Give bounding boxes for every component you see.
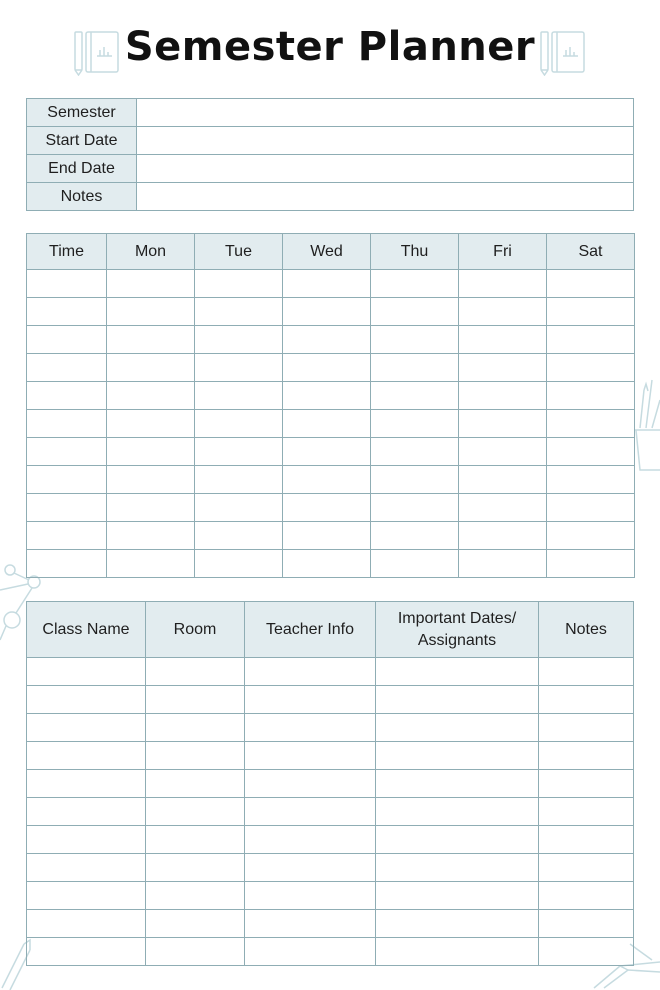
schedule-cell[interactable] [107,438,195,466]
class-cell[interactable] [146,770,245,798]
info-row [27,155,634,183]
schedule-cell[interactable] [195,410,283,438]
schedule-cell[interactable] [459,410,547,438]
class-column-header: Important Dates/ Assignants [376,602,539,658]
info-value-field[interactable] [137,99,634,127]
schedule-cell[interactable] [459,326,547,354]
schedule-cell[interactable] [283,522,371,550]
info-label: Notes [27,183,137,211]
table-row [27,854,634,882]
table-row [27,658,634,686]
schedule-cell[interactable] [283,382,371,410]
schedule-cell[interactable] [459,298,547,326]
schedule-cell[interactable] [547,494,635,522]
class-cell[interactable] [376,854,539,882]
class-cell[interactable] [539,770,634,798]
info-value-field[interactable] [137,155,634,183]
table-row [27,270,635,298]
schedule-cell[interactable] [195,438,283,466]
schedule-cell[interactable] [371,522,459,550]
schedule-cell[interactable] [371,550,459,578]
schedule-cell[interactable] [283,298,371,326]
schedule-cell[interactable] [547,550,635,578]
schedule-cell[interactable] [27,438,107,466]
schedule-column-header: Wed [283,234,371,270]
table-row [27,326,635,354]
page-title: Semester Planner [124,24,536,70]
class-cell[interactable] [376,826,539,854]
schedule-cell[interactable] [27,298,107,326]
schedule-cell[interactable] [371,354,459,382]
class-cell[interactable] [376,658,539,686]
schedule-cell[interactable] [371,466,459,494]
schedule-cell[interactable] [547,354,635,382]
schedule-cell[interactable] [195,354,283,382]
class-cell[interactable] [146,826,245,854]
class-cell[interactable] [146,742,245,770]
class-cell[interactable] [376,714,539,742]
class-cell[interactable] [27,854,146,882]
schedule-cell[interactable] [459,354,547,382]
schedule-cell[interactable] [107,354,195,382]
schedule-cell[interactable] [195,270,283,298]
info-row [27,99,634,127]
class-cell[interactable] [245,882,376,910]
class-cell[interactable] [376,770,539,798]
class-cell[interactable] [146,938,245,966]
table-row [27,438,635,466]
schedule-cell[interactable] [371,298,459,326]
table-row [27,466,635,494]
class-cell[interactable] [27,826,146,854]
schedule-cell[interactable] [547,270,635,298]
schedule-cell[interactable] [107,550,195,578]
schedule-cell[interactable] [459,522,547,550]
schedule-cell[interactable] [27,522,107,550]
table-row [27,494,635,522]
class-cell[interactable] [146,714,245,742]
schedule-cell[interactable] [107,270,195,298]
schedule-cell[interactable] [27,382,107,410]
schedule-column-header: Sat [547,234,635,270]
class-cell[interactable] [27,770,146,798]
schedule-cell[interactable] [371,382,459,410]
info-label: Start Date [27,127,137,155]
class-cell[interactable] [245,938,376,966]
class-cell[interactable] [245,686,376,714]
schedule-cell[interactable] [195,298,283,326]
info-label: End Date [27,155,137,183]
class-cell[interactable] [245,770,376,798]
class-column-header: Notes [539,602,634,658]
class-cell[interactable] [539,882,634,910]
class-cell[interactable] [27,742,146,770]
class-column-header: Teacher Info [245,602,376,658]
table-row [27,798,634,826]
class-cell[interactable] [27,686,146,714]
schedule-cell[interactable] [459,494,547,522]
schedule-cell[interactable] [27,550,107,578]
info-row [27,127,634,155]
schedule-cell[interactable] [547,382,635,410]
class-cell[interactable] [146,686,245,714]
table-row [27,550,635,578]
class-cell[interactable] [539,686,634,714]
table-row [27,910,634,938]
table-row [27,522,635,550]
schedule-cell[interactable] [283,410,371,438]
schedule-cell[interactable] [283,438,371,466]
schedule-cell[interactable] [371,270,459,298]
schedule-column-header: Mon [107,234,195,270]
class-column-header: Room [146,602,245,658]
class-cell[interactable] [376,742,539,770]
schedule-cell[interactable] [283,466,371,494]
table-row [27,882,634,910]
table-row [27,686,634,714]
class-cell[interactable] [376,882,539,910]
schedule-cell[interactable] [547,410,635,438]
class-cell[interactable] [146,882,245,910]
class-cell[interactable] [146,658,245,686]
class-cell[interactable] [146,854,245,882]
class-cell[interactable] [245,910,376,938]
schedule-cell[interactable] [195,522,283,550]
schedule-column-header: Thu [371,234,459,270]
schedule-cell[interactable] [547,466,635,494]
schedule-cell[interactable] [283,550,371,578]
table-row [27,742,634,770]
class-cell[interactable] [376,910,539,938]
table-row [27,382,635,410]
class-cell[interactable] [376,938,539,966]
class-cell[interactable] [539,798,634,826]
schedule-cell[interactable] [283,494,371,522]
class-cell[interactable] [245,742,376,770]
info-value-field[interactable] [137,127,634,155]
schedule-cell[interactable] [371,326,459,354]
schedule-cell[interactable] [107,298,195,326]
class-cell[interactable] [539,714,634,742]
class-cell[interactable] [146,798,245,826]
schedule-cell[interactable] [283,354,371,382]
schedule-cell[interactable] [459,438,547,466]
class-cell[interactable] [27,882,146,910]
info-value-field[interactable] [137,183,634,211]
schedule-cell[interactable] [371,438,459,466]
schedule-cell[interactable] [459,466,547,494]
table-row [27,714,634,742]
class-cell[interactable] [245,826,376,854]
weekly-schedule-table [26,233,635,578]
class-cell[interactable] [539,910,634,938]
table-row [27,826,634,854]
schedule-cell[interactable] [547,522,635,550]
class-cell[interactable] [539,658,634,686]
schedule-cell[interactable] [195,550,283,578]
class-list-table [26,601,634,966]
class-cell[interactable] [376,686,539,714]
schedule-cell[interactable] [27,354,107,382]
table-row [27,410,635,438]
class-cell[interactable] [539,742,634,770]
schedule-cell[interactable] [547,438,635,466]
schedule-cell[interactable] [547,298,635,326]
class-cell[interactable] [539,826,634,854]
schedule-cell[interactable] [283,270,371,298]
schedule-cell[interactable] [107,410,195,438]
class-cell[interactable] [27,910,146,938]
schedule-cell[interactable] [371,494,459,522]
schedule-cell[interactable] [371,410,459,438]
class-cell[interactable] [539,854,634,882]
schedule-cell[interactable] [27,270,107,298]
class-cell[interactable] [245,854,376,882]
schedule-column-header: Tue [195,234,283,270]
class-cell[interactable] [245,714,376,742]
table-row [27,770,634,798]
class-column-header: Class Name [27,602,146,658]
schedule-cell[interactable] [27,466,107,494]
schedule-cell[interactable] [459,382,547,410]
info-row [27,183,634,211]
schedule-cell[interactable] [459,270,547,298]
class-cell[interactable] [27,798,146,826]
class-cell[interactable] [27,658,146,686]
class-cell[interactable] [146,910,245,938]
table-row [27,298,635,326]
schedule-cell[interactable] [107,494,195,522]
schedule-cell[interactable] [27,326,107,354]
class-cell[interactable] [27,714,146,742]
class-cell[interactable] [376,798,539,826]
schedule-column-header: Fri [459,234,547,270]
info-label: Semester [27,99,137,127]
schedule-cell[interactable] [459,550,547,578]
class-cell[interactable] [27,938,146,966]
schedule-cell[interactable] [283,326,371,354]
schedule-cell[interactable] [195,494,283,522]
schedule-cell[interactable] [195,326,283,354]
schedule-cell[interactable] [107,522,195,550]
schedule-cell[interactable] [27,494,107,522]
schedule-cell[interactable] [107,466,195,494]
class-cell[interactable] [245,798,376,826]
schedule-cell[interactable] [195,466,283,494]
schedule-cell[interactable] [107,326,195,354]
class-cell[interactable] [245,658,376,686]
schedule-cell[interactable] [27,410,107,438]
schedule-cell[interactable] [547,326,635,354]
schedule-cell[interactable] [195,382,283,410]
schedule-cell[interactable] [107,382,195,410]
schedule-column-header: Time [27,234,107,270]
class-cell[interactable] [539,938,634,966]
table-row [27,354,635,382]
semester-info-table [26,98,634,211]
table-row [27,938,634,966]
